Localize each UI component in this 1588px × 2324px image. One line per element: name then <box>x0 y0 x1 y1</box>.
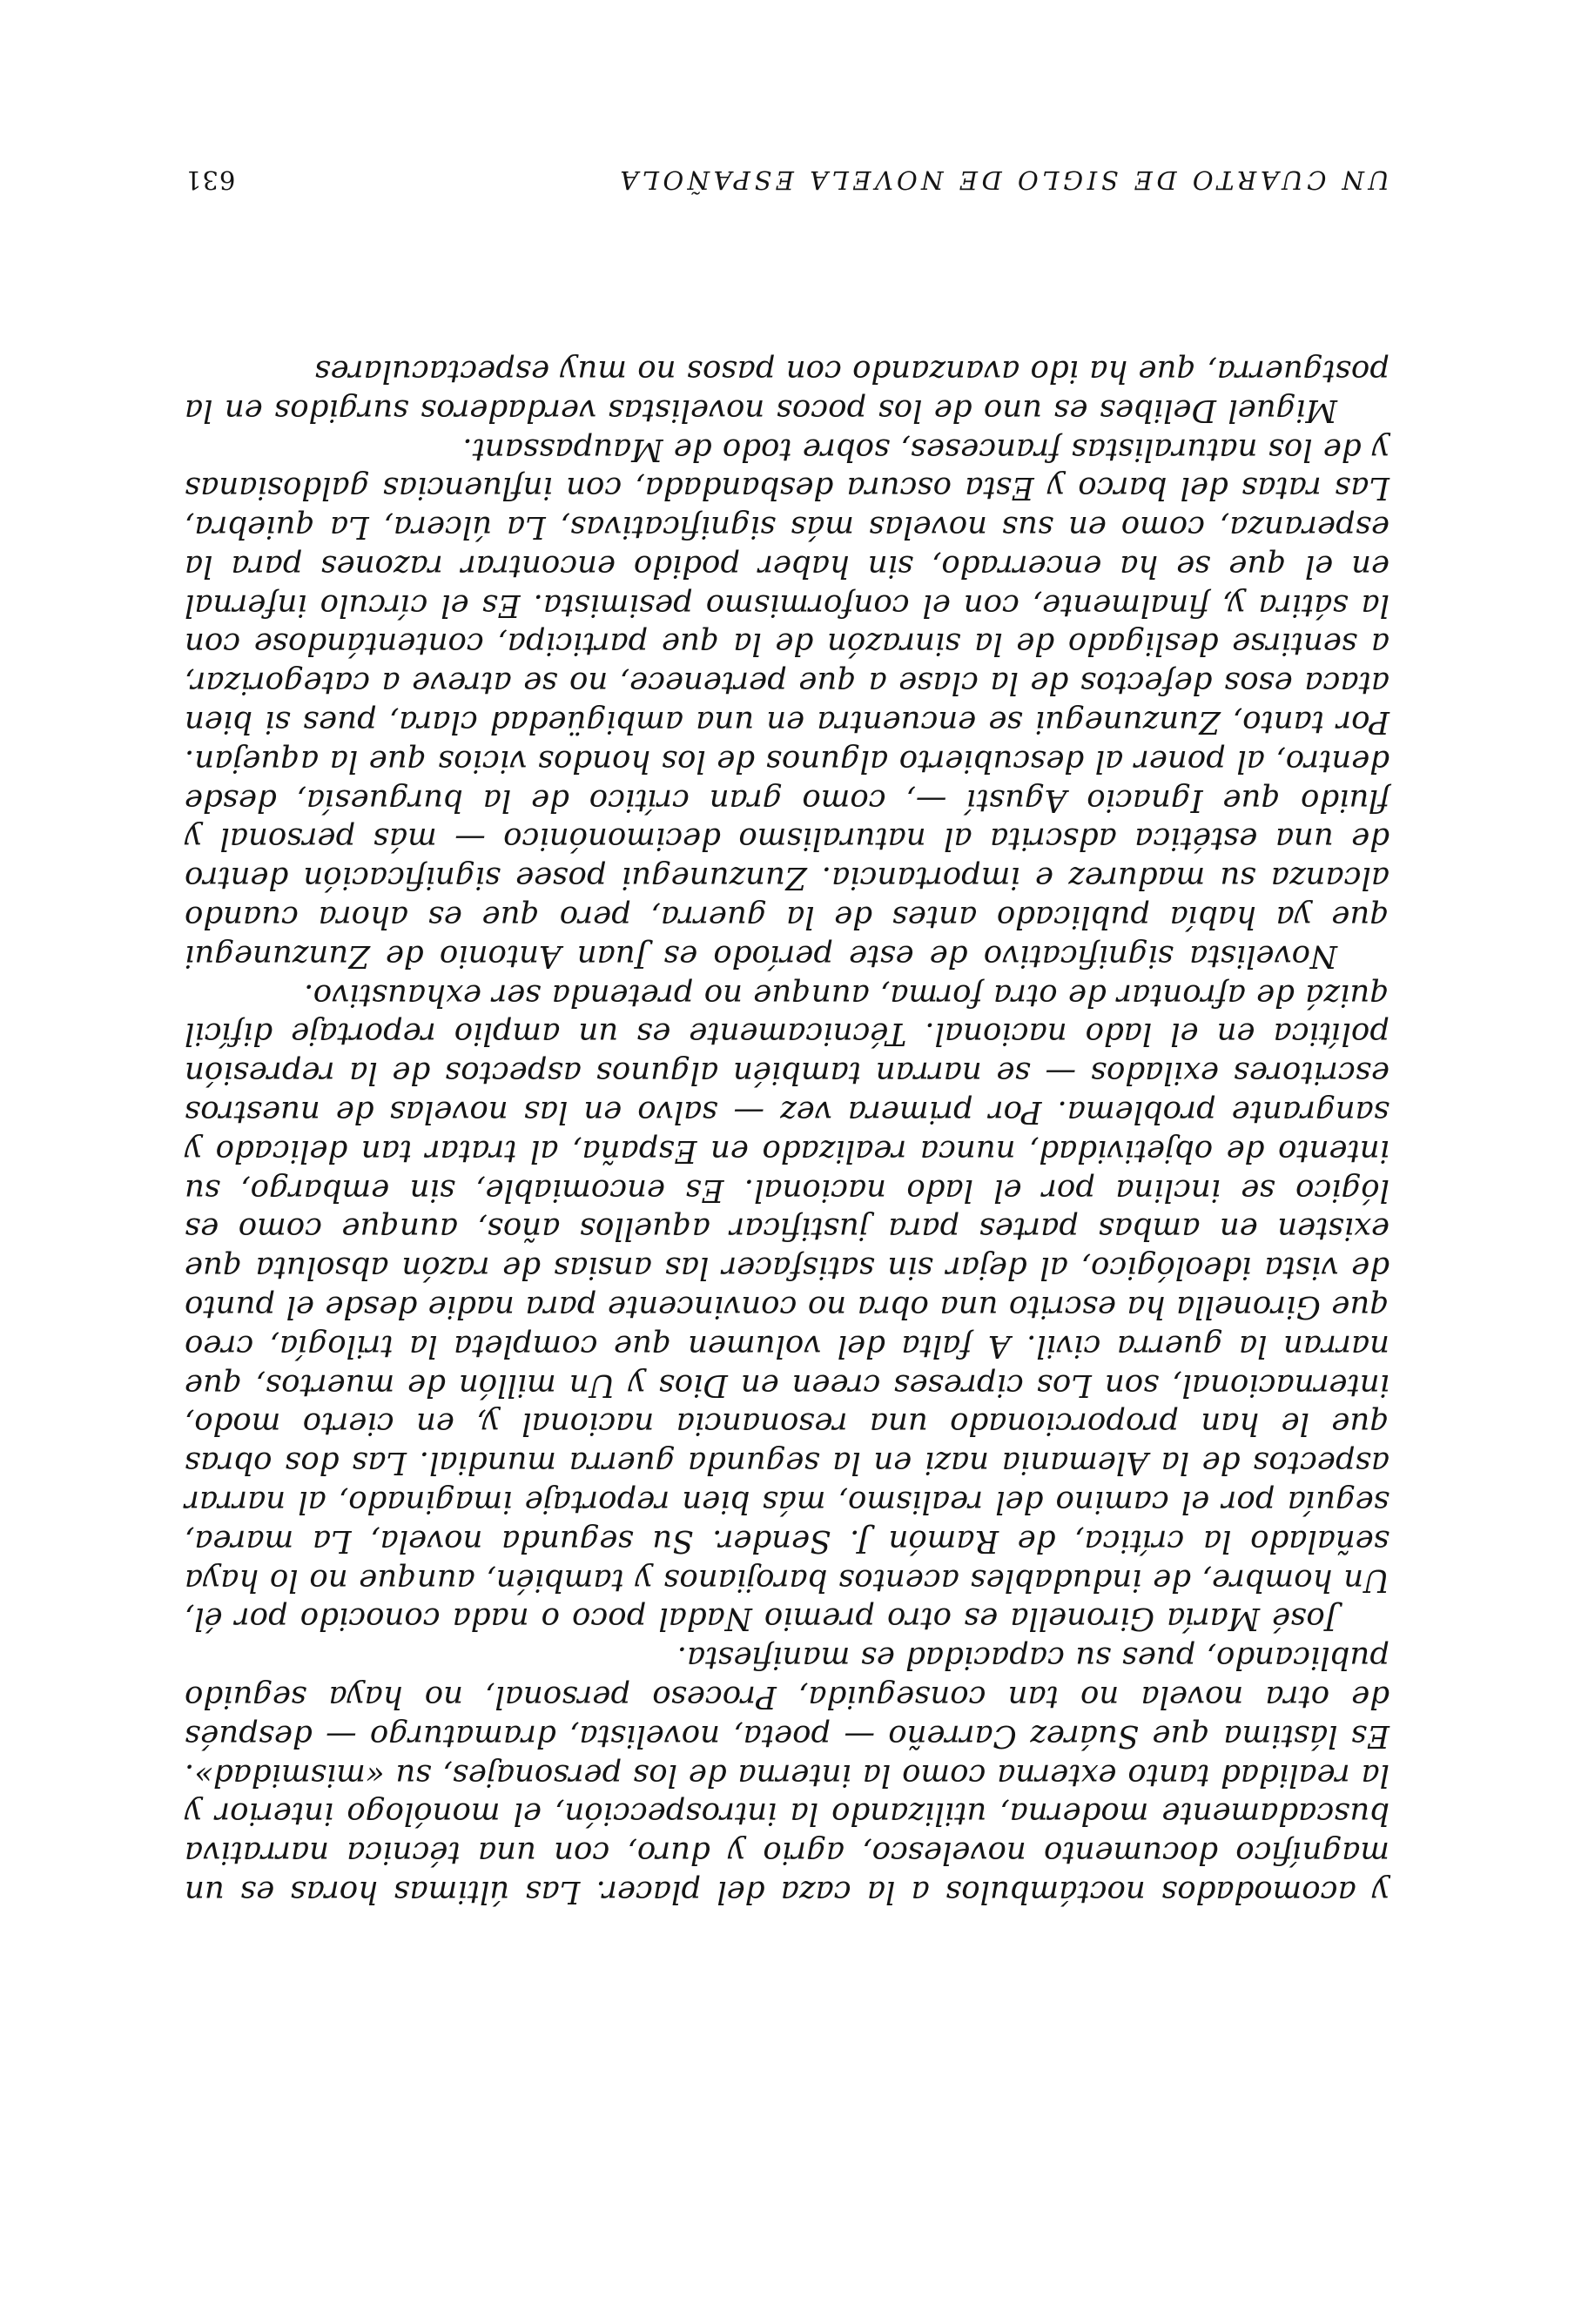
running-title: UN CUARTO DE SIGLO DE NOVELA ESPAÑOLA <box>616 165 1390 195</box>
paragraph-zunzunegui: Novelista significativo de este período es Juan Antonio de Zunzunegui que ya había publicado antes de la guerra, pero que es ahora cuando alcanza su madurez e importancia. Zunzunegui posee significación dentro de una estética adscrita al naturalismo decimonónico — más personal y fluido que Ignacio Agustí —, como gran crítico de la burguesía, desde dentro, al poner al descubierto algunos de los hondos vicios que la aquejan. Por tanto, Zunzunegui se encuentra en una ambigüedad clara, pues si bien ataca esos defectos de la clase a que pertenece, no se atreve a categorizar, a sentirse desligado de la sinrazón de la que participa, contentándose con la sátira y, finalmente, con el conformismo pesimista. Es el círculo infernal en el que se ha encerrado, sin haber podido encontrar razones para la esperanza, como en sus novelas más significativas, La úlcera, La quiebra, Las ratas del barco y Esta oscura desbandada, con influencias galdosianas y de los naturalistas franceses, sobre todo de Maupassant. <box>185 431 1390 974</box>
paragraph-delibes: Miguel Delibes es uno de los pocos novelistas verdaderos surgidos en la postguerra, que ha ido avanzando con pasos no muy espectaculares <box>185 353 1390 428</box>
body-text <box>185 351 1390 1911</box>
page-number: 631 <box>185 165 236 195</box>
paragraph-gironella: José María Gironella es otro premio Nadal poco o nada conocido por él, Un hombre, de indudables acentos barojianos y también, aunque no lo haya señalado la crítica, de Ramón J. Sender. Su segunda novela, La marea, seguía por el camino del realismo, más bien reportaje imaginado, al narrar aspectos de la Alemania nazi en la segunda guerra mundial. Las dos obras que le han proporcionado una resonancia nacional y, en cierto modo, internacional, son Los cipreses creen en Dios y Un millón de muertos, que narran la guerra civil. A falta del volumen que completa la trilogía, creo que Gironella ha escrito una obra no convincente para nadie desde el punto de vista ideológico, al dejar sin satisfacer las ansias de razón absoluta que existen en ambas partes para justificar aquellos años, aunque como es lógico se inclina por el lado nacional. Es encomiable, sin embargo, su intento de objetividad, nunca realizado en España, al tratar tan delicado y sangrante problema. Por primera vez — salvo en las novelas de nuestros escritores exilados — se narran también algunos aspectos de la represión política en el lado nacional. Técnicamente es un amplio reportaje difícil quizá de afrontar de otra forma, aunque no pretenda ser exhaustivo. <box>185 977 1390 1637</box>
running-header <box>185 160 1390 195</box>
paragraph-suarez-carreno: y acomodados noctámbulos a la caza del placer. Las últimas horas es un magnífico documento novelesco, agrio y duro, con una técnica narrativa buscadamente moderna, utilizando la introspección, el monólogo interior y la realidad tanto externa como la interna de los personajes, su «mismidad». Es lástima que Suárez Carreño — poeta, novelista, dramaturgo — después de otra novela no tan conseguida, Proceso personal, no haya seguido publicando, pues su capacidad es manifiesta. <box>185 1640 1390 1910</box>
